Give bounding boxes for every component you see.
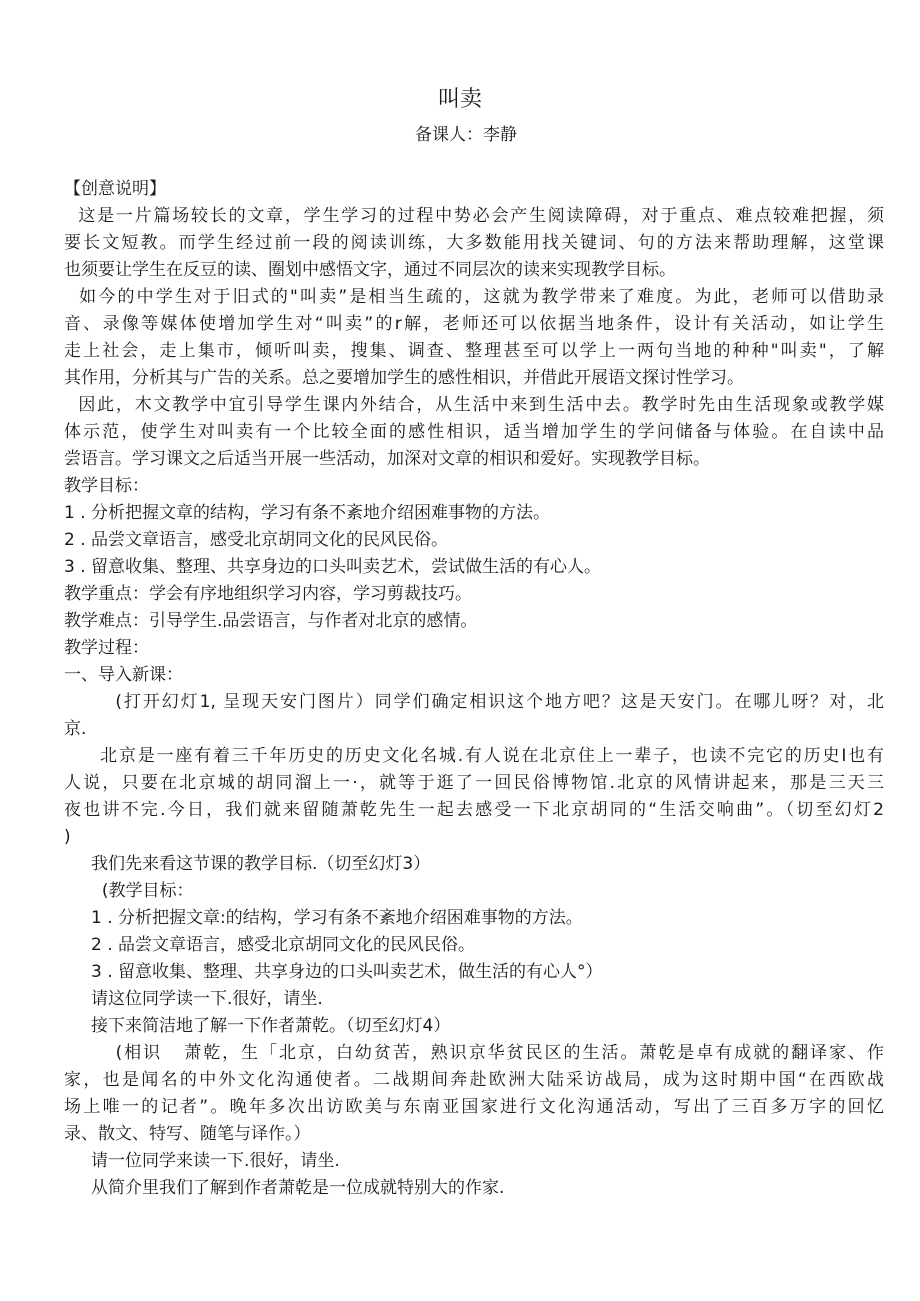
list-item: 2 . 品尝文章语言，感受北京胡同文化的民风民俗。 (64, 935, 476, 955)
paragraph-line: 京. (64, 719, 87, 739)
paragraph-line: 其作用，分析其与广告的关系。总之要增加学生的感性相识，并借此开展语文探讨性学习。 (64, 368, 744, 388)
paragraph-line: 请一位同学来读一下.很好，请坐. (64, 1151, 340, 1171)
paragraph-line: 音、录像等媒体使增加学生对“叫卖”的r解，老师还可以依据当地条件，设计有关活动，如让学生 (64, 314, 884, 334)
paragraph-line: 教学重点：学会有序地组织学习内容，学习剪裁技巧。 (64, 584, 472, 604)
paragraph-line: 这是一片篇场较长的文章，学生学习的过程中势必会产生阅读障碍，对于重点、难点较难把握，须 (64, 206, 884, 226)
paragraph-line: 夜也讲不完.今日，我们就来留随萧乾先生一起去感受一下北京胡同的“生活交响曲”。（切至幻灯2 (64, 800, 884, 820)
paragraph-line: 我们先来看这节课的教学目标.（切至幻灯3） (64, 854, 431, 874)
section-heading: 【创意说明】 (64, 179, 166, 199)
paragraph-line: 接下来简洁地了解一下作者萧乾。（切至幻灯4） (64, 1016, 451, 1036)
paragraph-line: 录、散文、特写、随笔与译作。） (64, 1124, 311, 1144)
paragraph-line: 尝语言。学习课文之后适当开展一些活动，加深对文章的相识和爱好。实现教学目标。 (64, 449, 710, 469)
paragraph-line: 家，也是闻名的中外文化沟通使者。二战期间奔赴欧洲大陆采访战局，成为这时期中国“在西欧战 (64, 1070, 884, 1090)
paragraph-line: (打开幻灯1, 呈现天安门图片）同学们确定相识这个地方吧？这是天安门。在哪儿呀？对，北 (64, 692, 884, 712)
paragraph-line: 请这位同学读一下.很好，请坐. (64, 989, 323, 1009)
document-title: 叫卖 (437, 87, 482, 112)
list-item: 1 . 分析把握文章的结构，学习有条不紊地介绍困难事物的方法。 (64, 503, 551, 523)
paragraph-line: 要长文短教。而学生经过前一段的阅读训练，大多数能用找关键词、句的方法来帮助理解，这堂课 (64, 233, 884, 253)
paragraph-line: 从简介里我们了解到作者萧乾是一位成就特别大的作家. (64, 1178, 505, 1198)
paragraph-line: 体示范，使学生对叫卖有一个比较全面的感性相识，适当增加学生的学问储备与体验。在自读中品 (64, 422, 884, 442)
paragraph-line: 也须要让学生在反豆的读、圈划中感悟文字，通过不同层次的读来实现教学目标。 (64, 260, 676, 280)
list-item: 2 . 品尝文章语言，感受北京胡同文化的民风民俗。 (64, 530, 449, 550)
section-heading: 教学目标： (64, 476, 149, 496)
paragraph-line: ) (64, 827, 71, 847)
section-heading: 一、导入新课： (64, 665, 183, 685)
paragraph-line: 教学难点：引导学生.品尝语言，与作者对北京的感情。 (64, 611, 478, 631)
paragraph-line: 如今的中学生对于旧式的"叫卖”是相当生疏的，这就为教学带来了难度。为此，老师可以借助录 (64, 287, 884, 307)
paragraph-line: (相识 萧乾，生「北京，白幼贫苦，熟识京华贫民区的生活。萧乾是卓有成就的翻译家、作 (64, 1043, 884, 1063)
paragraph-line: 场上唯一的记者”。晚年多次出访欧美与东南亚国家进行文化沟通活动，写出了三百多万字的回忆 (64, 1097, 884, 1117)
section-heading: 教学过程： (64, 638, 149, 658)
paragraph-line: 走上社会，走上集市，倾听叫卖，搜集、调查、整理甚至可以学上一两句当地的种种"叫卖"，了解 (64, 341, 884, 361)
document-body (64, 176, 884, 1202)
list-item: 3 . 留意收集、整理、共享身边的口头叫卖艺术，尝试做生活的有心人。 (64, 557, 602, 577)
paragraph-line: 人说，只要在北京城的胡同溜上一·，就等于逛了一回民俗博物馆.北京的风情讲起来，那是三天三 (64, 773, 884, 793)
list-item: 1 . 分析把握文章:的结构，学习有条不紊地介绍困难事物的方法。 (64, 908, 583, 928)
paragraph-line: 因此，木文教学中宜引导学生课内外结合，从生活中来到生活中去。教学时先由生活现象或教学媒 (64, 395, 884, 415)
paragraph-line: 北京是一座有着三千年历史的历史文化名城.有人说在北京住上一辈子，也读不完它的历史I也有 (64, 746, 884, 766)
author-line: 备课人：李静 (415, 125, 517, 145)
list-item: 3 . 留意收集、整理、共享身边的口头叫卖艺术，做生活的有心人°） (64, 962, 603, 982)
paragraph-line: (教学目标： (64, 881, 194, 901)
